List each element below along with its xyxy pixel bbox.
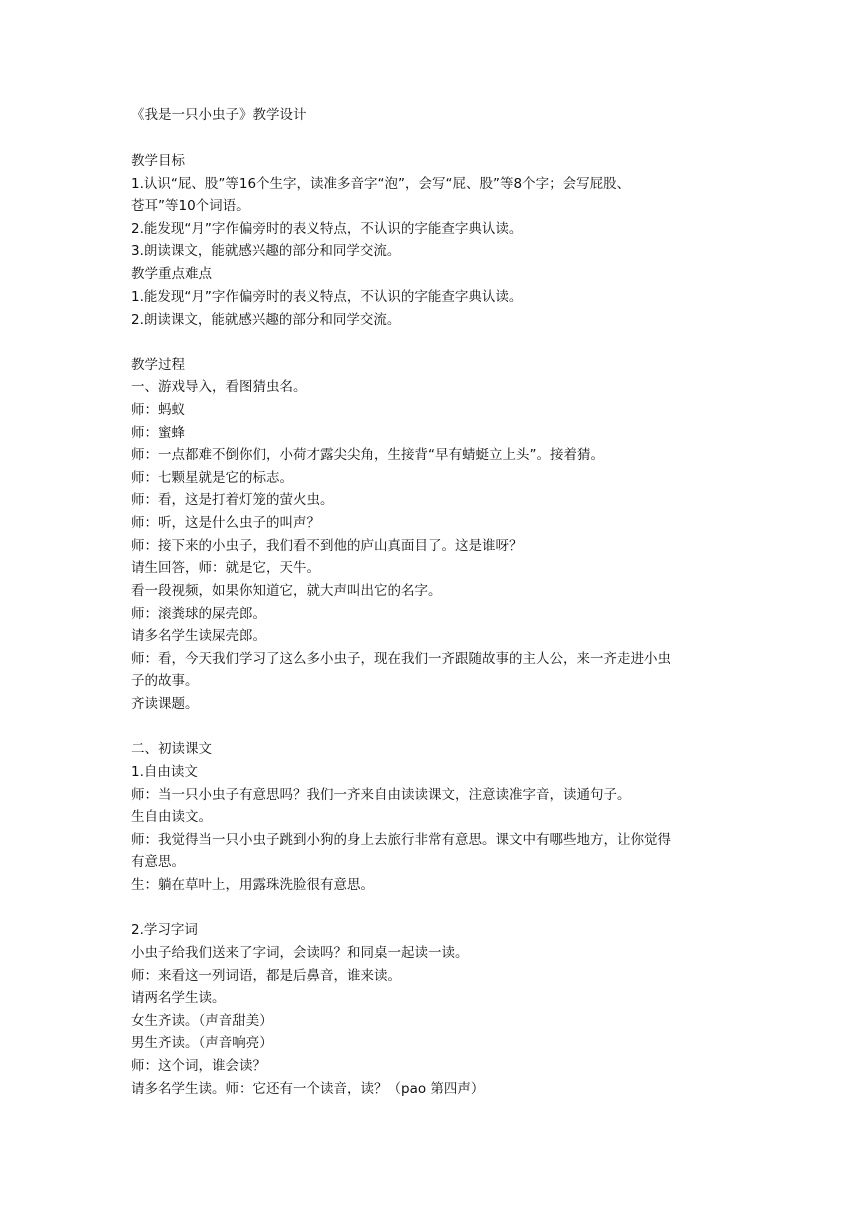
- text-line: 齐读课题。: [131, 696, 199, 712]
- section-heading: 教学重点难点: [131, 266, 212, 282]
- text-line: 请多名学生读屎壳郎。: [131, 628, 266, 644]
- text-line: 2.能发现“月”字作偏旁时的表义特点，不认识的字能查字典认读。: [131, 221, 523, 237]
- text-line: 请多名学生读。师：它还有一个读音，读？（pao 第四声）: [131, 1081, 485, 1097]
- text-line: 师：看，这是打着灯笼的萤火虫。: [131, 492, 334, 508]
- text-line: 苍耳”等10个词语。: [131, 198, 250, 214]
- text-line: 师：来看这一列词语，都是后鼻音，谁来读。: [131, 968, 401, 984]
- text-line: 2.朗读课文，能就感兴趣的部分和同学交流。: [131, 312, 401, 328]
- text-line: 看一段视频，如果你知道它，就大声叫出它的名字。: [131, 583, 442, 599]
- text-line: 有意思。: [131, 854, 185, 870]
- section-heading: 教学过程: [131, 357, 185, 373]
- text-line: 师：蚂蚁: [131, 402, 185, 418]
- text-line: 师：我觉得当一只小虫子跳到小狗的身上去旅行非常有意思。课文中有哪些地方，让你觉得: [131, 832, 671, 848]
- text-line: 3.朗读课文，能就感兴趣的部分和同学交流。: [131, 243, 401, 259]
- text-line: 师：一点都难不倒你们，小荷才露尖尖角，生接背“早有蜻蜓立上头”。接着猜。: [131, 447, 604, 463]
- text-line: 师：听，这是什么虫子的叫声？: [131, 515, 320, 531]
- text-line: 师：七颗星就是它的标志。: [131, 470, 293, 486]
- text-line: 男生齐读。（声音响亮）: [131, 1035, 273, 1051]
- text-line: 师：滚粪球的屎壳郎。: [131, 606, 266, 622]
- text-line: 请生回答，师：就是它，天牛。: [131, 560, 320, 576]
- text-line: 师：蜜蜂: [131, 425, 185, 441]
- subsection-heading: 1.自由读文: [131, 764, 198, 780]
- text-line: 生自由读文。: [131, 809, 212, 825]
- text-line: 师：这个词，谁会读？: [131, 1058, 266, 1074]
- section-heading: 二、初读课文: [131, 741, 212, 757]
- document-title: 《我是一只小虫子》教学设计: [131, 107, 307, 123]
- text-line: 小虫子给我们送来了字词，会读吗？和同桌一起读一读。: [131, 945, 469, 961]
- text-line: 1.能发现“月”字作偏旁时的表义特点，不认识的字能查字典认读。: [131, 289, 523, 305]
- text-line: 请两名学生读。: [131, 990, 226, 1006]
- subsection-heading: 2.学习字词: [131, 922, 198, 938]
- text-line: 生：躺在草叶上，用露珠洗脸很有意思。: [131, 877, 374, 893]
- text-line: 女生齐读。（声音甜美）: [131, 1013, 273, 1029]
- text-line: 子的故事。: [131, 673, 199, 689]
- text-line: 师：接下来的小虫子，我们看不到他的庐山真面目了。这是谁呀？: [131, 538, 523, 554]
- section-heading: 教学目标: [131, 153, 185, 169]
- text-line: 师：看，今天我们学习了这么多小虫子，现在我们一齐跟随故事的主人公，来一齐走进小虫: [131, 651, 671, 667]
- text-line: 1.认识“屁、股”等16个生字，读准多音字“泡”，会写“屁、股”等8个字；会写屁股、: [131, 176, 631, 192]
- text-line: 师：当一只小虫子有意思吗？我们一齐来自由读读课文，注意读准字音，读通句子。: [131, 787, 631, 803]
- text-line: 一、游戏导入，看图猜虫名。: [131, 379, 307, 395]
